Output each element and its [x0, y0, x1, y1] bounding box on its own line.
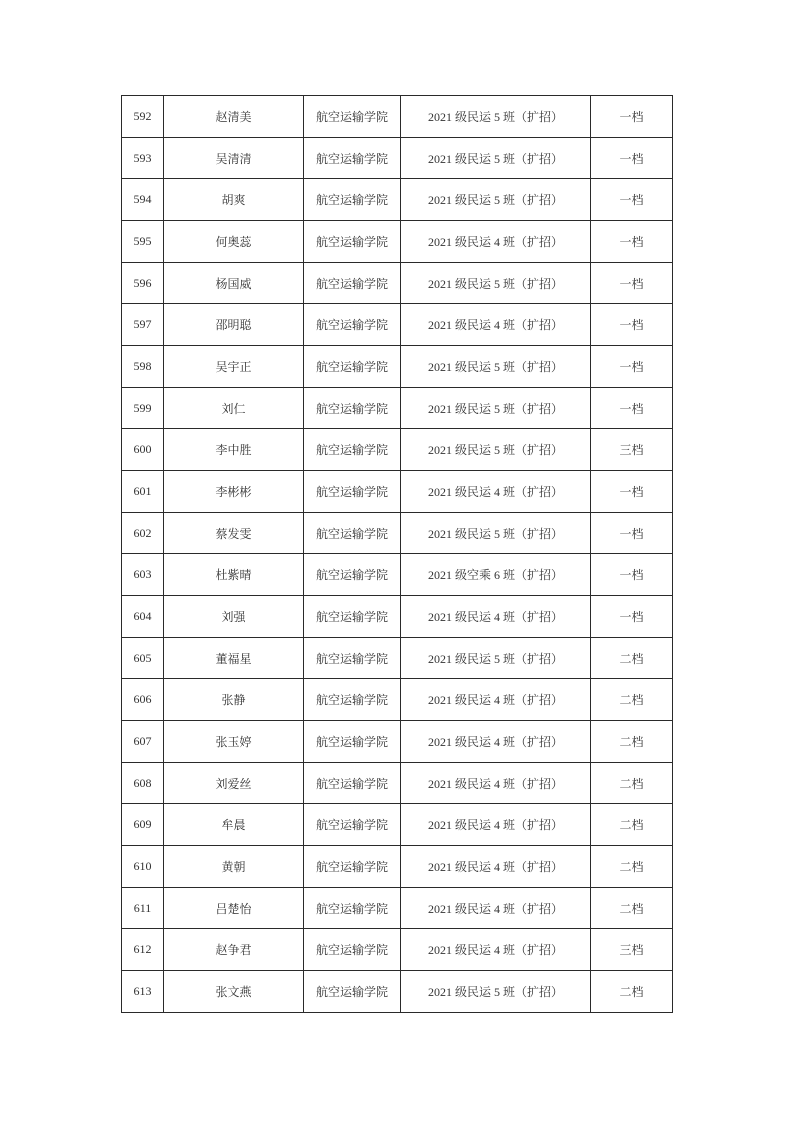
cell-college: 航空运输学院	[304, 429, 401, 471]
cell-no: 605	[122, 637, 164, 679]
cell-grade: 一档	[591, 304, 673, 346]
cell-grade: 一档	[591, 346, 673, 388]
cell-college: 航空运输学院	[304, 346, 401, 388]
table-row	[122, 804, 673, 846]
cell-grade: 一档	[591, 387, 673, 429]
cell-class-name: 2021 级空乘 6 班（扩招）	[401, 554, 591, 596]
table-row	[122, 721, 673, 763]
cell-grade: 二档	[591, 887, 673, 929]
table-row	[122, 346, 673, 388]
cell-college: 航空运输学院	[304, 971, 401, 1013]
cell-grade: 二档	[591, 804, 673, 846]
table-row	[122, 304, 673, 346]
cell-name: 吴清清	[164, 137, 304, 179]
cell-name: 李彬彬	[164, 471, 304, 513]
cell-name: 张文燕	[164, 971, 304, 1013]
cell-no: 593	[122, 137, 164, 179]
cell-no: 603	[122, 554, 164, 596]
cell-grade: 一档	[591, 96, 673, 138]
cell-college: 航空运输学院	[304, 471, 401, 513]
table-row	[122, 846, 673, 888]
cell-class-name: 2021 级民运 5 班（扩招）	[401, 429, 591, 471]
cell-name: 何奥蕊	[164, 221, 304, 263]
cell-college: 航空运输学院	[304, 804, 401, 846]
cell-no: 612	[122, 929, 164, 971]
cell-grade: 一档	[591, 262, 673, 304]
cell-name: 董福星	[164, 637, 304, 679]
table-row	[122, 512, 673, 554]
cell-no: 595	[122, 221, 164, 263]
cell-class-name: 2021 级民运 5 班（扩招）	[401, 262, 591, 304]
cell-no: 604	[122, 596, 164, 638]
cell-class-name: 2021 级民运 5 班（扩招）	[401, 346, 591, 388]
cell-class-name: 2021 级民运 5 班（扩招）	[401, 637, 591, 679]
cell-college: 航空运输学院	[304, 637, 401, 679]
table-row	[122, 137, 673, 179]
cell-name: 胡爽	[164, 179, 304, 221]
cell-class-name: 2021 级民运 5 班（扩招）	[401, 137, 591, 179]
cell-college: 航空运输学院	[304, 762, 401, 804]
cell-name: 张静	[164, 679, 304, 721]
cell-no: 594	[122, 179, 164, 221]
cell-class-name: 2021 级民运 4 班（扩招）	[401, 679, 591, 721]
cell-college: 航空运输学院	[304, 96, 401, 138]
cell-no: 610	[122, 846, 164, 888]
cell-class-name: 2021 级民运 4 班（扩招）	[401, 804, 591, 846]
cell-grade: 一档	[591, 596, 673, 638]
table-row	[122, 221, 673, 263]
cell-grade: 一档	[591, 512, 673, 554]
cell-grade: 二档	[591, 637, 673, 679]
cell-no: 607	[122, 721, 164, 763]
cell-college: 航空运输学院	[304, 679, 401, 721]
cell-college: 航空运输学院	[304, 179, 401, 221]
cell-college: 航空运输学院	[304, 887, 401, 929]
cell-no: 613	[122, 971, 164, 1013]
table-row	[122, 179, 673, 221]
cell-college: 航空运输学院	[304, 554, 401, 596]
cell-no: 606	[122, 679, 164, 721]
cell-no: 600	[122, 429, 164, 471]
cell-no: 599	[122, 387, 164, 429]
cell-grade: 二档	[591, 721, 673, 763]
table-row	[122, 637, 673, 679]
cell-grade: 二档	[591, 679, 673, 721]
cell-name: 杨国威	[164, 262, 304, 304]
cell-name: 张玉婷	[164, 721, 304, 763]
cell-college: 航空运输学院	[304, 221, 401, 263]
cell-class-name: 2021 级民运 4 班（扩招）	[401, 221, 591, 263]
cell-class-name: 2021 级民运 4 班（扩招）	[401, 929, 591, 971]
cell-grade: 一档	[591, 471, 673, 513]
cell-class-name: 2021 级民运 5 班（扩招）	[401, 512, 591, 554]
cell-class-name: 2021 级民运 5 班（扩招）	[401, 179, 591, 221]
cell-class-name: 2021 级民运 4 班（扩招）	[401, 887, 591, 929]
cell-grade: 一档	[591, 221, 673, 263]
cell-grade: 一档	[591, 179, 673, 221]
cell-name: 黄朝	[164, 846, 304, 888]
cell-name: 刘强	[164, 596, 304, 638]
cell-no: 596	[122, 262, 164, 304]
table-row	[122, 471, 673, 513]
cell-grade: 一档	[591, 137, 673, 179]
cell-grade: 三档	[591, 429, 673, 471]
cell-class-name: 2021 级民运 4 班（扩招）	[401, 471, 591, 513]
table-row	[122, 96, 673, 138]
cell-college: 航空运输学院	[304, 846, 401, 888]
table-row	[122, 554, 673, 596]
table-row	[122, 887, 673, 929]
student-grade-table	[121, 95, 673, 1013]
table-row	[122, 679, 673, 721]
cell-grade: 一档	[591, 554, 673, 596]
cell-grade: 二档	[591, 762, 673, 804]
cell-name: 刘仁	[164, 387, 304, 429]
cell-name: 吕楚怡	[164, 887, 304, 929]
cell-no: 592	[122, 96, 164, 138]
cell-college: 航空运输学院	[304, 929, 401, 971]
cell-no: 598	[122, 346, 164, 388]
table-row	[122, 929, 673, 971]
cell-college: 航空运输学院	[304, 262, 401, 304]
cell-no: 601	[122, 471, 164, 513]
table-row	[122, 596, 673, 638]
table-row	[122, 971, 673, 1013]
cell-name: 赵清美	[164, 96, 304, 138]
cell-name: 牟晨	[164, 804, 304, 846]
cell-class-name: 2021 级民运 5 班（扩招）	[401, 971, 591, 1013]
cell-college: 航空运输学院	[304, 721, 401, 763]
cell-class-name: 2021 级民运 5 班（扩招）	[401, 387, 591, 429]
student-table-body	[122, 96, 673, 1013]
cell-no: 597	[122, 304, 164, 346]
cell-name: 邵明聪	[164, 304, 304, 346]
cell-college: 航空运输学院	[304, 512, 401, 554]
cell-no: 602	[122, 512, 164, 554]
cell-no: 611	[122, 887, 164, 929]
cell-grade: 二档	[591, 971, 673, 1013]
cell-college: 航空运输学院	[304, 304, 401, 346]
cell-name: 杜紫晴	[164, 554, 304, 596]
table-row	[122, 762, 673, 804]
cell-name: 蔡发雯	[164, 512, 304, 554]
cell-name: 吴宇正	[164, 346, 304, 388]
cell-college: 航空运输学院	[304, 137, 401, 179]
cell-class-name: 2021 级民运 5 班（扩招）	[401, 96, 591, 138]
cell-name: 赵争君	[164, 929, 304, 971]
cell-grade: 二档	[591, 846, 673, 888]
cell-class-name: 2021 级民运 4 班（扩招）	[401, 304, 591, 346]
cell-college: 航空运输学院	[304, 387, 401, 429]
table-row	[122, 387, 673, 429]
cell-grade: 三档	[591, 929, 673, 971]
cell-class-name: 2021 级民运 4 班（扩招）	[401, 596, 591, 638]
cell-name: 刘爱丝	[164, 762, 304, 804]
table-row	[122, 262, 673, 304]
cell-name: 李中胜	[164, 429, 304, 471]
cell-class-name: 2021 级民运 4 班（扩招）	[401, 721, 591, 763]
cell-no: 609	[122, 804, 164, 846]
cell-class-name: 2021 级民运 4 班（扩招）	[401, 762, 591, 804]
cell-college: 航空运输学院	[304, 596, 401, 638]
cell-class-name: 2021 级民运 4 班（扩招）	[401, 846, 591, 888]
cell-no: 608	[122, 762, 164, 804]
table-row	[122, 429, 673, 471]
